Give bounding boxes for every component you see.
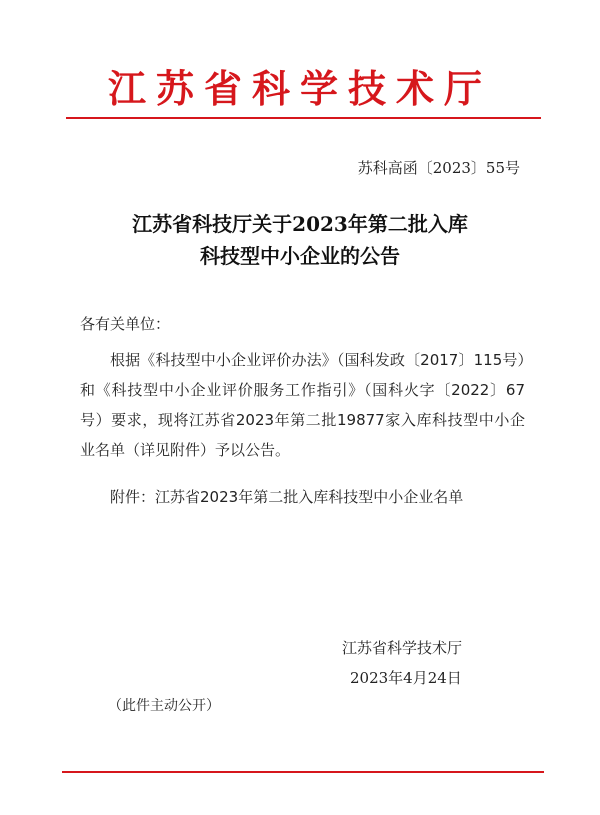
attachment-line	[110, 486, 463, 507]
document-number: 苏科高函〔2023〕55号	[357, 159, 520, 177]
letterhead-red-rule	[66, 117, 541, 119]
salutation: 各有关单位：	[80, 315, 171, 333]
document-title	[0, 208, 600, 272]
letterhead-title: 江苏省科学技术厅	[107, 66, 492, 111]
disclosure-note: （此件主动公开）	[108, 698, 220, 714]
title-line-2: 科技型中小企业的公告	[200, 244, 400, 268]
issue-date: 2023年4月24日	[350, 669, 462, 687]
title-line-1: 江苏省科技厅关于2023年第二批入库	[132, 212, 468, 236]
issuing-authority: 江苏省科学技术厅	[342, 639, 463, 657]
footer-red-rule	[62, 771, 544, 773]
attachment-label: 附件：	[110, 488, 156, 506]
attachment-title: 江苏省2023年第二批入库科技型中小企业名单	[155, 488, 464, 506]
body-paragraph: 根据《科技型中小企业评价办法》（国科发政〔2017〕115号）和《科技型中小企业评价服务工作指引》（国科火字〔2022〕67号）要求，现将江苏省2023年第二批19877家入库科技型中小企业名单（详见附件）予以公告。	[80, 351, 525, 459]
